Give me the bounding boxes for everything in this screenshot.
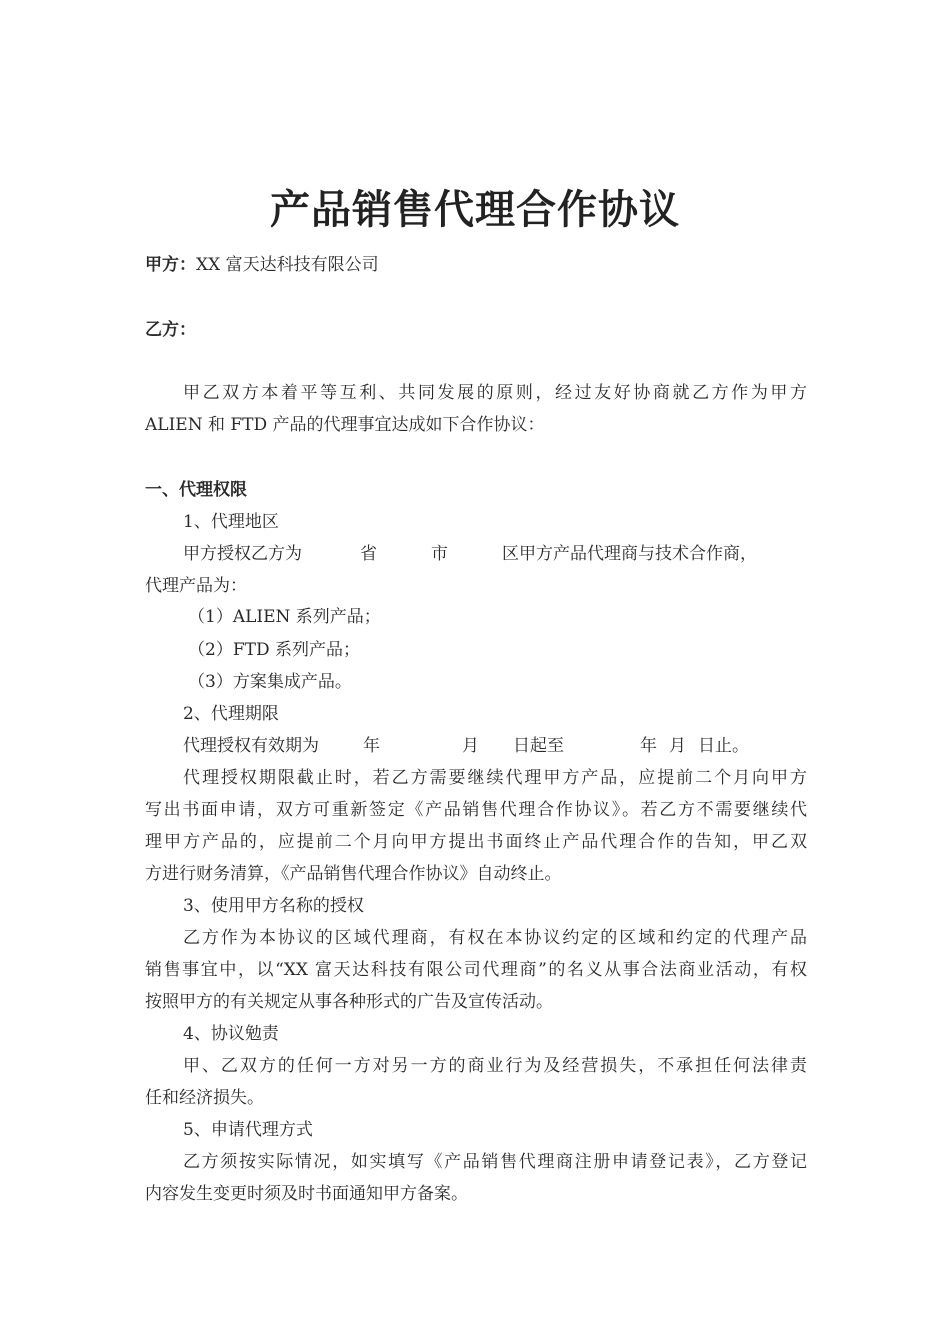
product-item-2: （2）FTD 系列产品；	[188, 640, 360, 660]
intro-line-2: ALIEN 和 FTD 产品的代理事宜达成如下合作协议：	[145, 415, 545, 435]
party-b-label: 乙方：	[145, 320, 196, 340]
intro-line-1: 甲乙双方本着平等互利、共同发展的原则，经过友好协商就乙方作为甲方	[183, 383, 807, 403]
item-2-title: 2、代理期限	[183, 704, 279, 724]
term-day-2: 日止。	[698, 736, 749, 756]
liability-para-line-1: 甲、乙双方的任何一方对另一方的商业行为及经营损失，不承担任何法律责	[183, 1056, 807, 1076]
term-para-line-2: 写出书面申请，双方可重新签定《产品销售代理合作协议》。若乙方不需要继续代	[145, 800, 807, 820]
term-para-line-1: 代理授权期限截止时，若乙方需要继续代理甲方产品，应提前二个月向甲方	[183, 768, 807, 788]
region-text-2: 区甲方产品代理商与技术合作商，	[502, 544, 757, 564]
term-para-line-3: 理甲方产品的，应提前二个月向甲方提出书面终止产品代理合作的告知，甲乙双	[145, 832, 807, 852]
party-a	[145, 255, 379, 275]
term-line	[183, 736, 749, 756]
region-line	[183, 544, 757, 564]
item-5-title: 5、申请代理方式	[183, 1120, 313, 1140]
document-title: 产品销售代理合作协议	[270, 187, 680, 233]
name-para-line-1: 乙方作为本协议的区域代理商，有权在本协议约定的区域和约定的代理产品	[183, 928, 807, 948]
term-month-2: 月	[669, 736, 686, 756]
apply-para-line-1: 乙方须按实际情况，如实填写《产品销售代理商注册申请登记表》，乙方登记	[183, 1152, 807, 1172]
term-para-line-4: 方进行财务清算，《产品销售代理合作协议》自动终止。	[145, 864, 562, 884]
item-4-title: 4、协议勉责	[183, 1024, 279, 1044]
term-month-1: 月	[462, 736, 479, 756]
term-day-1: 日起至	[513, 736, 564, 756]
term-text-1: 代理授权有效期为	[183, 736, 319, 756]
region-province: 省	[360, 544, 377, 564]
term-year-1: 年	[363, 736, 380, 756]
section-heading-1: 一、代理权限	[145, 480, 247, 500]
product-item-1: （1）ALIEN 系列产品；	[188, 607, 381, 627]
party-a-value: XX 富天达科技有限公司	[196, 255, 379, 275]
product-item-3: （3）方案集成产品。	[188, 672, 352, 692]
item-1-title: 1、代理地区	[183, 512, 279, 532]
party-a-label: 甲方：	[145, 255, 196, 275]
region-text-1: 甲方授权乙方为	[183, 544, 302, 564]
name-para-line-3: 按照甲方的有关规定从事各种形式的广告及宣传活动。	[145, 992, 553, 1012]
region-line-2: 代理产品为：	[145, 576, 247, 596]
term-year-2: 年	[640, 736, 657, 756]
name-para-line-2: 销售事宜中，以“XX 富天达科技有限公司代理商”的名义从事合法商业活动，有权	[145, 960, 807, 980]
liability-para-line-2: 任和经济损失。	[145, 1088, 264, 1108]
region-city: 市	[431, 544, 448, 564]
apply-para-line-2: 内容发生变更时须及时书面通知甲方备案。	[145, 1184, 468, 1204]
item-3-title: 3、使用甲方名称的授权	[183, 896, 364, 916]
